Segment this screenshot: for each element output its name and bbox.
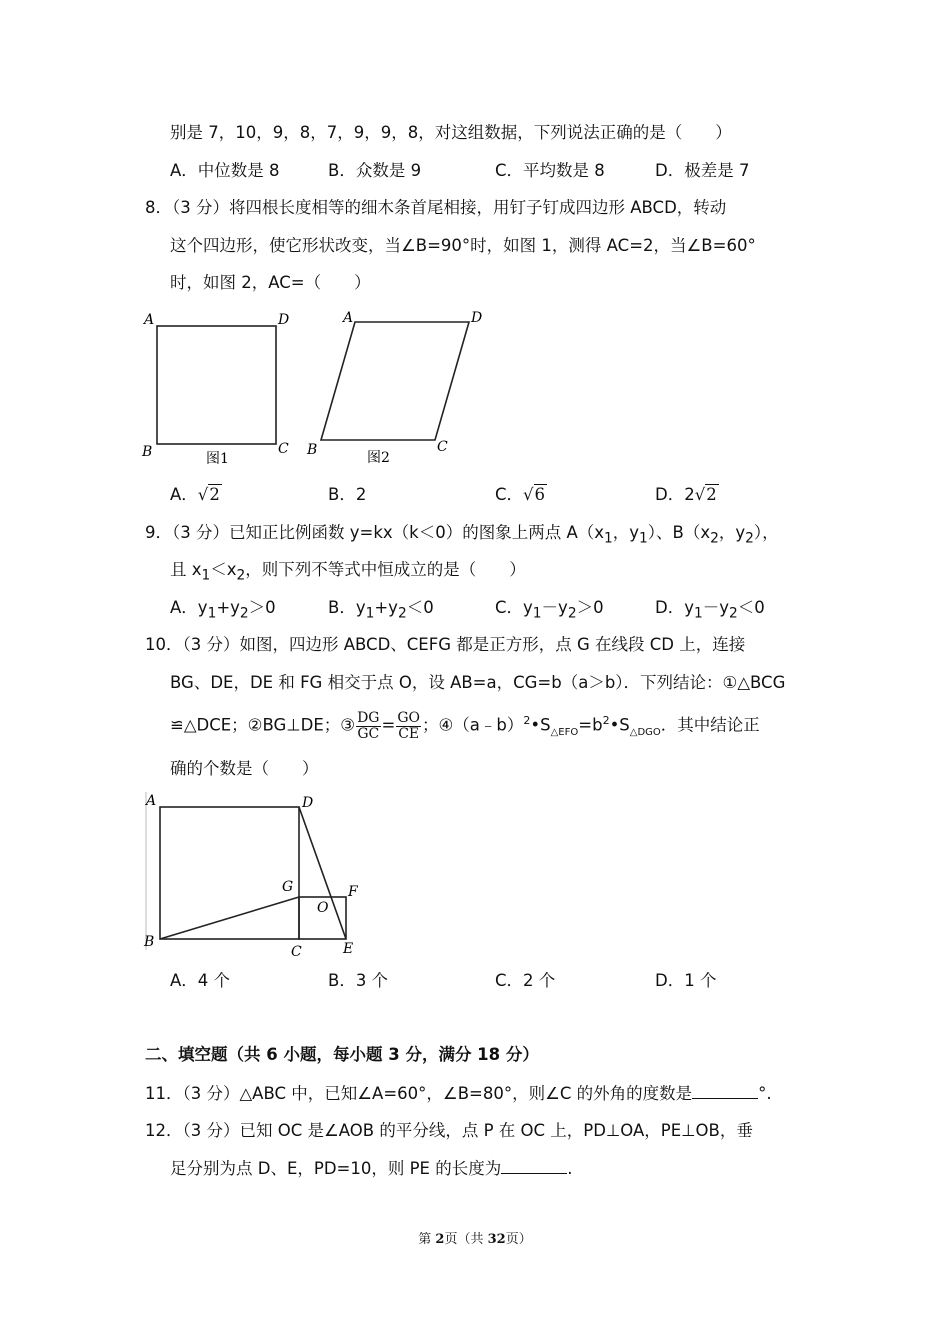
q12-line-2: 足分别为点 D、E，PD=10，则 PE 的长度为 . xyxy=(170,1159,573,1178)
label-a: A xyxy=(343,310,354,326)
sqrt-symbol: √6 xyxy=(523,485,546,504)
q10-figure xyxy=(140,790,370,962)
label-o: O xyxy=(317,900,329,916)
label-a: A xyxy=(146,793,157,809)
label-g: G xyxy=(282,879,294,895)
q8-option-c: C．√6 xyxy=(495,485,546,504)
label-d: D xyxy=(302,795,314,811)
figure-caption: 图2 xyxy=(367,450,390,466)
answer-blank xyxy=(692,1082,758,1099)
q10-line-2: BG、DE，DE 和 FG 相交于点 O，设 AB=a，CG=b（a＞b）．下列结论：①△BCG xyxy=(170,673,786,692)
q8-line-3: 时，如图 2，AC=（ ） xyxy=(170,273,371,292)
q9-option-a: A．$y_1+y_2>0$ xyxy=(170,598,276,622)
fraction-dg-gc: $\frac{DG}{GC}$ xyxy=(357,709,380,742)
q7-line: 别是 7，10，9，8，7，9，9，8，对这组数据，下列说法正确的是（ ） xyxy=(170,123,732,142)
q10-line-3: ≌△DCE；②BG⊥DE；③ $\frac{DG}{GC}$ = $\frac{GO}{CE}$ ；$④(a﹣b)^2•S_{\triangle EFO}=b^2•S_{\triangle DGO}$．其中结论正 xyxy=(170,709,760,742)
q9-option-d: D．$y_1-y_2<0$ xyxy=(655,598,765,622)
q10-option-b: B．3 个 xyxy=(328,971,389,990)
q7-option-c: C．平均数是 8 xyxy=(495,161,605,180)
answer-blank xyxy=(501,1157,567,1174)
q9-option-b: B．$y_1+y_2<0$ xyxy=(328,598,434,622)
q8-line-2: 这个四边形，使它形状改变，当∠B=90°时，如图 1，测得 AC=2，当∠B=60° xyxy=(170,236,756,255)
label-b: B xyxy=(307,442,318,458)
q9-line-1: 9．（3 分）已知正比例函数 y=kx（k＜0）的图象上两点 $A(x_1$，$y_1$）、$B(x_2$，$y_2$）， xyxy=(145,523,779,547)
label-c: C xyxy=(278,441,289,457)
section-heading: 二、填空题（共 6 小题，每小题 3 分，满分 18 分） xyxy=(145,1045,539,1064)
q9-option-c: C．$y_1-y_2>0$ xyxy=(495,598,604,622)
q11-line: 11．（3 分）△ABC 中，已知∠A=60°，∠B=80°，则∠C 的外角的度数是 °. xyxy=(145,1084,772,1103)
fraction-go-ce: $\frac{GO}{CE}$ xyxy=(397,709,420,742)
label-f: F xyxy=(348,884,358,900)
label-d: D xyxy=(278,312,290,328)
label-b: B xyxy=(144,934,155,950)
q8-figure-1 xyxy=(140,305,300,470)
q9-line-2: 且 $x_1<x_2$，则下列不等式中恒成立的是（ ） xyxy=(170,560,526,584)
q10-line-4: 确的个数是（ ） xyxy=(170,759,319,778)
label-c: C xyxy=(291,944,302,960)
q8-option-a: A．√2 xyxy=(170,485,220,504)
q10-option-d: D．1 个 xyxy=(655,971,717,990)
q12-line-1: 12．（3 分）已知 OC 是∠AOB 的平分线，点 P 在 OC 上，PD⊥OA，PE⊥OB，垂 xyxy=(145,1121,753,1140)
q7-option-a: A．中位数是 8 xyxy=(170,161,280,180)
square-abcd xyxy=(160,807,299,939)
label-c: C xyxy=(437,439,448,455)
sqrt-symbol: √2 xyxy=(197,485,220,504)
label-e: E xyxy=(343,941,354,957)
q8-option-d: D．2√2 xyxy=(655,485,717,504)
q8-option-b: B．2 xyxy=(328,485,367,504)
q8-figure-2 xyxy=(305,305,495,470)
q10-line-1: 10．（3 分）如图，四边形 ABCD、CEFG 都是正方形，点 G 在线段 CD 上，连接 xyxy=(145,635,746,654)
q10-option-a: A．4 个 xyxy=(170,971,231,990)
page-footer: 第 2页（共 32页） xyxy=(418,1232,532,1247)
q7-option-d: D．极差是 7 xyxy=(655,161,750,180)
square-abcd xyxy=(157,326,276,444)
q7-option-b: B．众数是 9 xyxy=(328,161,422,180)
q10-option-c: C．2 个 xyxy=(495,971,556,990)
label-d: D xyxy=(471,310,483,326)
segment-de xyxy=(299,807,346,939)
sqrt-symbol: √2 xyxy=(694,485,717,504)
q8-line-1: 8．（3 分）将四根长度相等的细木条首尾相接，用钉子钉成四边形 ABCD，转动 xyxy=(145,198,727,217)
label-a: A xyxy=(144,312,155,328)
figure-caption: 图1 xyxy=(206,451,229,467)
rhombus-abcd xyxy=(321,322,469,440)
label-b: B xyxy=(142,444,153,460)
segment-bg xyxy=(160,897,299,939)
